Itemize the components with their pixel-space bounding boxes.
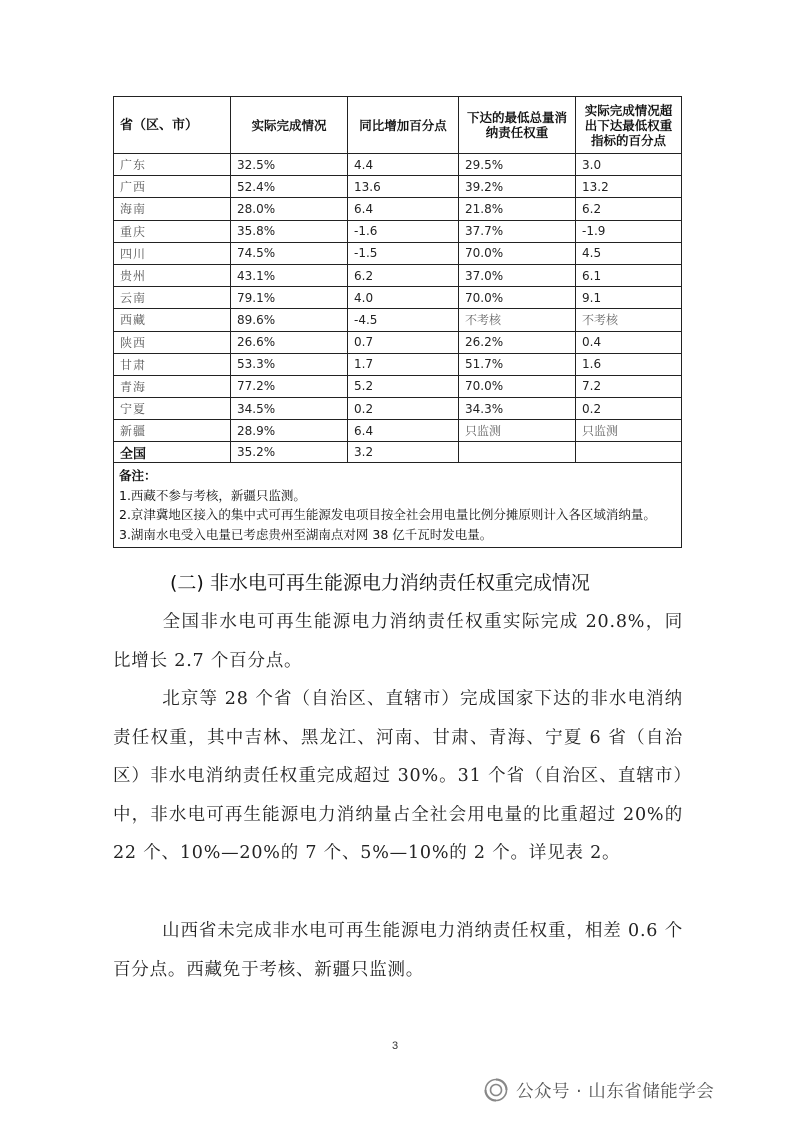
total-row: [114, 442, 682, 463]
province-cell: 云南: [114, 287, 231, 309]
note-item: 2.京津冀地区接入的集中式可再生能源发电项目按全社会用电量比例分摊原则计入各区域消纳量。: [119, 507, 656, 523]
wechat-official-account-icon: [484, 1078, 508, 1102]
value-cell: 39.2%: [459, 176, 576, 198]
notes-title: 备注：: [119, 468, 157, 484]
value-cell: 35.8%: [231, 220, 348, 242]
value-cell: 6.2: [348, 264, 459, 286]
table-row: [114, 398, 682, 420]
value-cell: 37.0%: [459, 264, 576, 286]
value-cell: 32.5%: [231, 154, 348, 176]
value-cell: 34.5%: [231, 398, 348, 420]
value-cell: 89.6%: [231, 309, 348, 331]
value-cell: 74.5%: [231, 242, 348, 264]
value-cell: 6.2: [576, 198, 682, 220]
value-cell: 9.1: [576, 287, 682, 309]
column-header-5: 实际完成情况超出下达最低权重指标的百分点: [576, 97, 682, 154]
table-body: [114, 154, 682, 548]
total-value-cell: [576, 442, 682, 463]
value-cell: 不考核: [459, 309, 576, 331]
value-cell: 53.3%: [231, 353, 348, 375]
value-cell: 4.5: [576, 242, 682, 264]
total-value-cell: 35.2%: [231, 442, 348, 463]
province-cell: 重庆: [114, 220, 231, 242]
value-cell: -1.9: [576, 220, 682, 242]
value-cell: 26.2%: [459, 331, 576, 353]
value-cell: 34.3%: [459, 398, 576, 420]
value-cell: 29.5%: [459, 154, 576, 176]
page-number: 3: [392, 1040, 399, 1052]
paragraph-1: [113, 603, 683, 680]
value-cell: 只监测: [459, 420, 576, 442]
value-cell: 6.4: [348, 198, 459, 220]
value-cell: 79.1%: [231, 287, 348, 309]
value-cell: 70.0%: [459, 287, 576, 309]
table-row: [114, 176, 682, 198]
table-row: [114, 198, 682, 220]
province-cell: 新疆: [114, 420, 231, 442]
notes-row: [114, 463, 682, 548]
table-row: [114, 420, 682, 442]
table-row: [114, 154, 682, 176]
province-cell: 四川: [114, 242, 231, 264]
notes-cell: [114, 463, 682, 548]
value-cell: 3.0: [576, 154, 682, 176]
province-cell: 广东: [114, 154, 231, 176]
paragraph-2: [113, 680, 683, 873]
value-cell: 52.4%: [231, 176, 348, 198]
total-label-cell: 全国: [114, 442, 231, 463]
paragraph-3: [113, 912, 683, 989]
column-header-3: 同比增加百分点: [348, 97, 459, 154]
table-row: [114, 309, 682, 331]
value-cell: 28.9%: [231, 420, 348, 442]
value-cell: 37.7%: [459, 220, 576, 242]
value-cell: 0.7: [348, 331, 459, 353]
province-cell: 广西: [114, 176, 231, 198]
value-cell: 0.2: [576, 398, 682, 420]
paragraph-1-text: 全国非水电可再生能源电力消纳责任权重实际完成 20.8%，同比增长 2.7 个百分点。: [113, 612, 683, 671]
paragraph-3-text: 山西省未完成非水电可再生能源电力消纳责任权重，相差 0.6 个百分点。西藏免于考核、新疆只监测。: [113, 921, 683, 980]
column-header-2: 实际完成情况: [231, 97, 348, 154]
table-row: [114, 287, 682, 309]
table-row: [114, 220, 682, 242]
province-cell: 西藏: [114, 309, 231, 331]
watermark: [484, 1075, 714, 1105]
value-cell: 6.1: [576, 264, 682, 286]
completion-table: [113, 96, 682, 548]
value-cell: 1.7: [348, 353, 459, 375]
note-item: 1.西藏不参与考核，新疆只监测。: [119, 487, 306, 503]
value-cell: 26.6%: [231, 331, 348, 353]
province-cell: 宁夏: [114, 398, 231, 420]
table-row: [114, 375, 682, 397]
value-cell: 0.2: [348, 398, 459, 420]
value-cell: 70.0%: [459, 242, 576, 264]
table-header: [114, 97, 682, 154]
province-cell: 陕西: [114, 331, 231, 353]
value-cell: 5.2: [348, 375, 459, 397]
section-heading: (二) 非水电可再生能源电力消纳责任权重完成情况: [170, 572, 590, 594]
watermark-text: 公众号 · 山东省储能学会: [516, 1081, 715, 1102]
note-item: 3.湖南水电受入电量已考虑贵州至湖南点对网 38 亿千瓦时发电量。: [119, 526, 493, 542]
value-cell: 13.2: [576, 176, 682, 198]
value-cell: -1.5: [348, 242, 459, 264]
paragraph-2-text: 北京等 28 个省（自治区、直辖市）完成国家下达的非水电消纳责任权重，其中吉林、黑龙江、河南、甘肃、青海、宁夏 6 省（自治区）非水电消纳责任权重完成超过 30%。31 个省（自治区、直辖市）中，非水电可再生能源电力消纳量占全社会用电量的比重超过 20%的 22 个、10%—20%的 7 个、5%—10%的 2 个。详见表 2。: [113, 689, 683, 863]
value-cell: 43.1%: [231, 264, 348, 286]
province-cell: 海南: [114, 198, 231, 220]
value-cell: 不考核: [576, 309, 682, 331]
value-cell: 13.6: [348, 176, 459, 198]
value-cell: -4.5: [348, 309, 459, 331]
value-cell: 70.0%: [459, 375, 576, 397]
value-cell: 28.0%: [231, 198, 348, 220]
total-value-cell: [459, 442, 576, 463]
table-row: [114, 353, 682, 375]
column-header-4: 下达的最低总量消纳责任权重: [459, 97, 576, 154]
table-row: [114, 331, 682, 353]
value-cell: 51.7%: [459, 353, 576, 375]
table-header-row: [114, 97, 682, 154]
value-cell: 4.4: [348, 154, 459, 176]
value-cell: 4.0: [348, 287, 459, 309]
column-header-1: 省（区、市）: [114, 97, 231, 154]
value-cell: 21.8%: [459, 198, 576, 220]
table-row: [114, 264, 682, 286]
value-cell: 只监测: [576, 420, 682, 442]
value-cell: 7.2: [576, 375, 682, 397]
value-cell: 77.2%: [231, 375, 348, 397]
value-cell: -1.6: [348, 220, 459, 242]
total-value-cell: 3.2: [348, 442, 459, 463]
province-cell: 贵州: [114, 264, 231, 286]
value-cell: 1.6: [576, 353, 682, 375]
value-cell: 0.4: [576, 331, 682, 353]
table-row: [114, 242, 682, 264]
province-cell: 甘肃: [114, 353, 231, 375]
value-cell: 6.4: [348, 420, 459, 442]
province-cell: 青海: [114, 375, 231, 397]
